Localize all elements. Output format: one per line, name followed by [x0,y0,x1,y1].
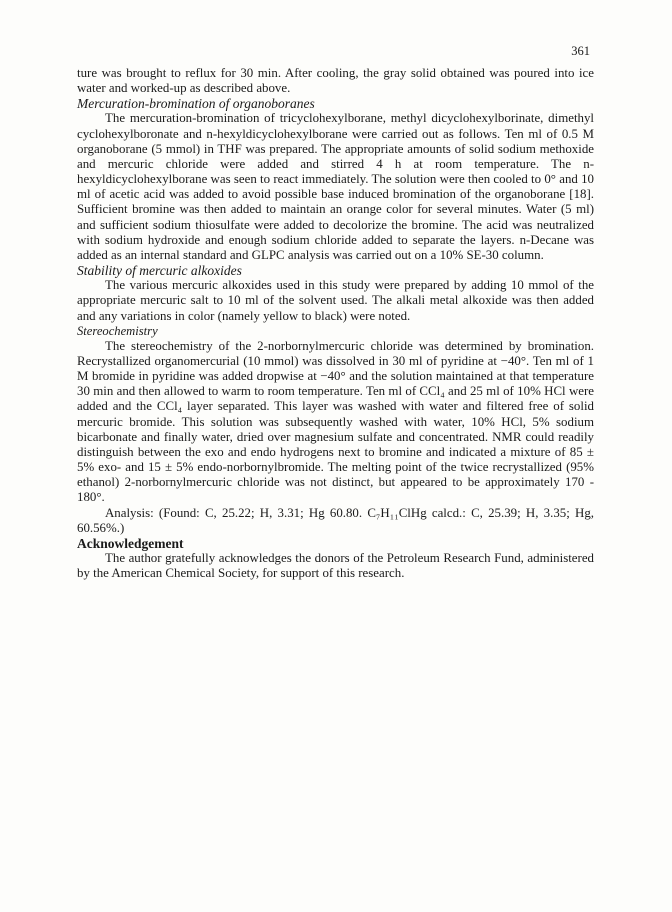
section-body-stereochemistry: The stereochemistry of the 2-norbornylmercuric chloride was determined by bromination. Recrystallized organomercurial (10 mmol) was dissolved in 30 ml of pyridine at −40°. Ten ml of 1 M bromide in pyridine was added dropwise at −40° and the solution maintained at that temperature 30 min and then allowed to warm to room temperature. Ten ml of CCl₄ and 25 ml of 10% HCl were added and the CCl₄ layer separated. This layer was washed with water and filtered free of solid mercuric bromide. This solution was subsequently washed with water, 10% HCl, 5% sodium bicarbonate and finally water, dried over magnesium sulfate and concentrated. NMR could readily distinguish between the exo and endo hydrogens next to bromine and indicated a mixture of 85 ± 5% exo- and 15 ± 5% endo-norbornylbromide. The melting point of the twice recrystallized (95% ethanol) 2-norbornylmercuric chloride was not distinct, but appeared to be approximately 170 - 180°. [77,338,594,505]
main-content [77,66,594,581]
intro-paragraph: ture was brought to reflux for 30 min. After cooling, the gray solid obtained was poured into ice water and worked-up as described above. [77,66,594,96]
section-body-mercuration: The mercuration-bromination of tricyclohexylborane, methyl dicyclohexylborinate, dimethyl cyclohexylboronate and n-hexyldicyclohexylborane were carried out as follows. Ten ml of 0.5 M organoborane (5 mmol) in THF was prepared. The appropriate amounts of solid sodium methoxide and mercuric chloride were added and stirred 4 h at room temperature. The n-hexyldicyclohexylborane was seen to react immediately. The solution were then cooled to 0° and 10 ml of acetic acid was added to avoid possible base induced bromination of the organoborane [18]. Sufficient bromine was then added to maintain an orange color for several minutes. Water (5 ml) and sufficient sodium thiosulfate were added to decolorize the bromine. The acid was neutralized with sodium hydroxide and enough sodium chloride added to separate the layers. n-Decane was added as an internal standard and GLPC analysis was carried out on a 10% SE-30 column. [77,111,594,262]
section-heading-mercuration: Mercuration-bromination of organoboranes [77,96,315,112]
section-body-stability: The various mercuric alkoxides used in this study were prepared by adding 10 mmol of the appropriate mercuric salt to 10 ml of the solvent used. The alkali metal alkoxide was then added and any variations in color (namely yellow to black) were noted. [77,278,594,323]
analysis-paragraph: Analysis: (Found: C, 25.22; H, 3.31; Hg 60.80. C₇H₁₁ClHg calcd.: C, 25.39; H, 3.35; Hg, 60.56%.) [77,505,594,535]
acknowledgement-body: The author gratefully acknowledges the donors of the Petroleum Research Fund, administered by the American Chemical Society, for support of this research. [77,551,594,581]
acknowledgement-heading: Acknowledgement [77,535,184,551]
section-heading-stability: Stability of mercuric alkoxides [77,263,242,279]
page-number: 361 [571,44,590,58]
section-heading-stereochemistry: Stereochemistry [77,323,158,338]
